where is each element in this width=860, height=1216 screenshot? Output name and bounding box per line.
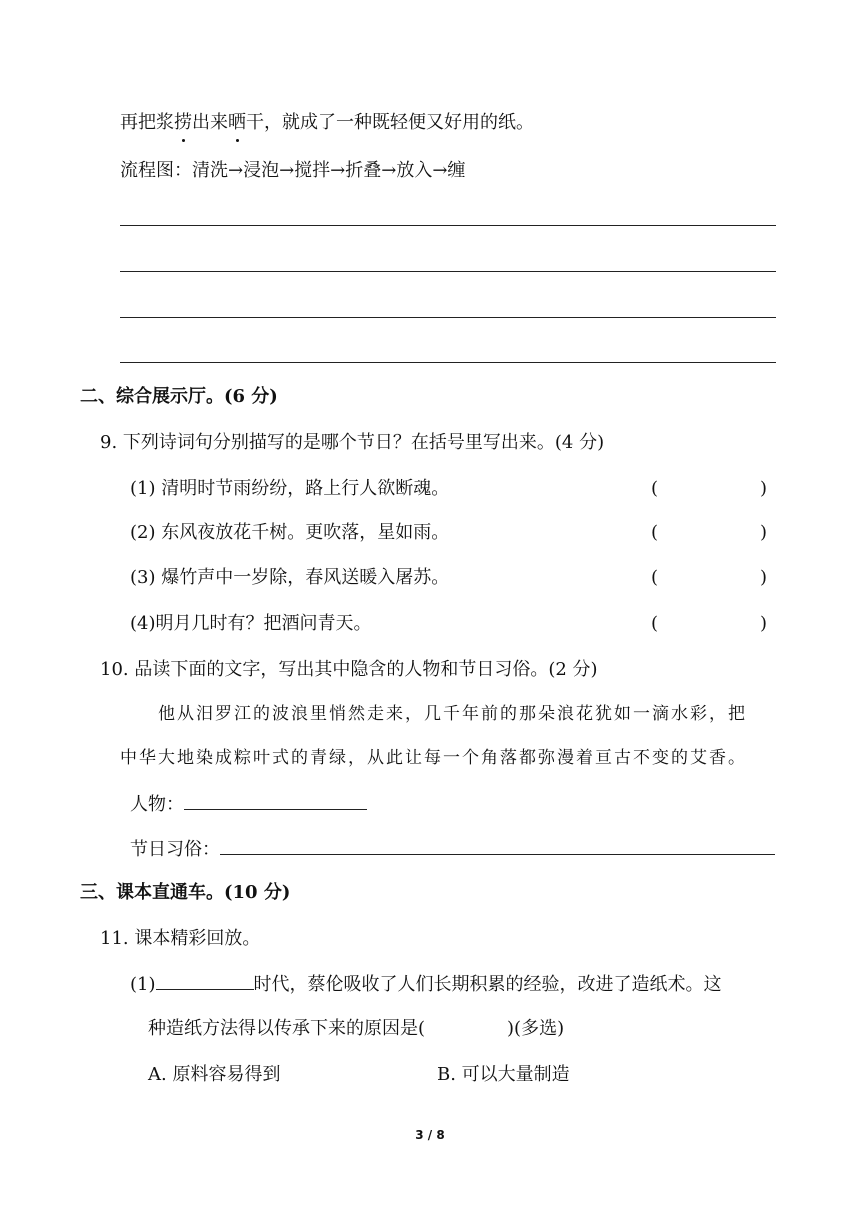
q9-item-2-open-paren: ( (651, 522, 659, 543)
q10-passage-line-1: 他从汨罗江的波浪里悄然走来，几千年前的那朵浪花犹如一滴水彩，把 (158, 704, 747, 724)
q10-custom-label: 节日习俗： (130, 839, 220, 860)
q11-item-1-prefix: (1) (130, 974, 156, 995)
page-number: 3 / 8 (415, 1128, 445, 1142)
section-2-heading: 二、综合展示厅。(6 分) (80, 386, 278, 407)
q9-item-4-close-paren: ) (760, 613, 768, 634)
intro-pre: 再把浆 (120, 112, 174, 133)
q10-custom-row (130, 836, 775, 863)
q9-item-3-close-paren: ) (760, 567, 768, 588)
q9-item-1-open-paren: ( (651, 478, 659, 499)
intro-dotted-char-2: 晒 (228, 110, 246, 136)
q11-option-a[interactable]: A. 原料容易得到 (148, 1064, 281, 1085)
q9-item-2: (2) 东风夜放花千树。更吹落，星如雨。 (130, 522, 450, 543)
q10-custom-blank[interactable] (220, 836, 775, 855)
q11-reason-pre: 种造纸方法得以传承下来的原因是( (148, 1018, 426, 1039)
q10-person-row (130, 791, 367, 818)
q9-item-4-open-paren: ( (651, 613, 659, 634)
intro-mid: 出来 (192, 112, 228, 133)
answer-line-3[interactable] (120, 317, 776, 318)
intro-dotted-char-1: 捞 (174, 110, 192, 136)
q11-item-1-line-2 (148, 1016, 564, 1042)
q9-item-1-close-paren: ) (760, 478, 768, 499)
q9-item-1: (1) 清明时节雨纷纷，路上行人欲断魂。 (130, 478, 450, 499)
answer-line-2[interactable] (120, 271, 776, 272)
q11-reason-post: )(多选) (507, 1018, 565, 1039)
answer-line-1[interactable] (120, 225, 776, 226)
q11-option-b[interactable]: B. 可以大量制造 (437, 1064, 570, 1085)
q9-item-3-open-paren: ( (651, 567, 659, 588)
q9-item-2-close-paren: ) (760, 522, 768, 543)
q10-person-blank[interactable] (184, 791, 367, 810)
q11-item-1-suffix: 时代，蔡伦吸收了人们长期积累的经验，改进了造纸术。这 (253, 974, 722, 995)
question-9-prompt: 9. 下列诗词句分别描写的是哪个节日？在括号里写出来。(4 分) (100, 432, 605, 453)
q11-era-blank[interactable] (156, 971, 254, 990)
q10-passage-line-2: 中华大地染成粽叶式的青绿，从此让每一个角落都弥漫着亘古不变的艾香。 (120, 748, 747, 768)
question-11-prompt: 11. 课本精彩回放。 (100, 928, 261, 949)
intro-post: 干，就成了一种既轻便又好用的纸。 (246, 112, 534, 133)
answer-line-4[interactable] (120, 362, 776, 363)
flow-chart-label: 流程图：清洗→浸泡→搅拌→折叠→放入→缠 (120, 160, 466, 181)
q11-item-1-line-1 (130, 971, 722, 998)
section-3-heading: 三、课本直通车。(10 分) (80, 882, 291, 903)
q10-person-label: 人物： (130, 794, 184, 815)
intro-line (120, 110, 534, 136)
q9-item-3: (3) 爆竹声中一岁除，春风送暖入屠苏。 (130, 567, 450, 588)
question-10-prompt: 10. 品读下面的文字，写出其中隐含的人物和节日习俗。(2 分) (100, 659, 598, 680)
q9-item-4: (4)明月几时有？把酒问青天。 (130, 613, 372, 634)
